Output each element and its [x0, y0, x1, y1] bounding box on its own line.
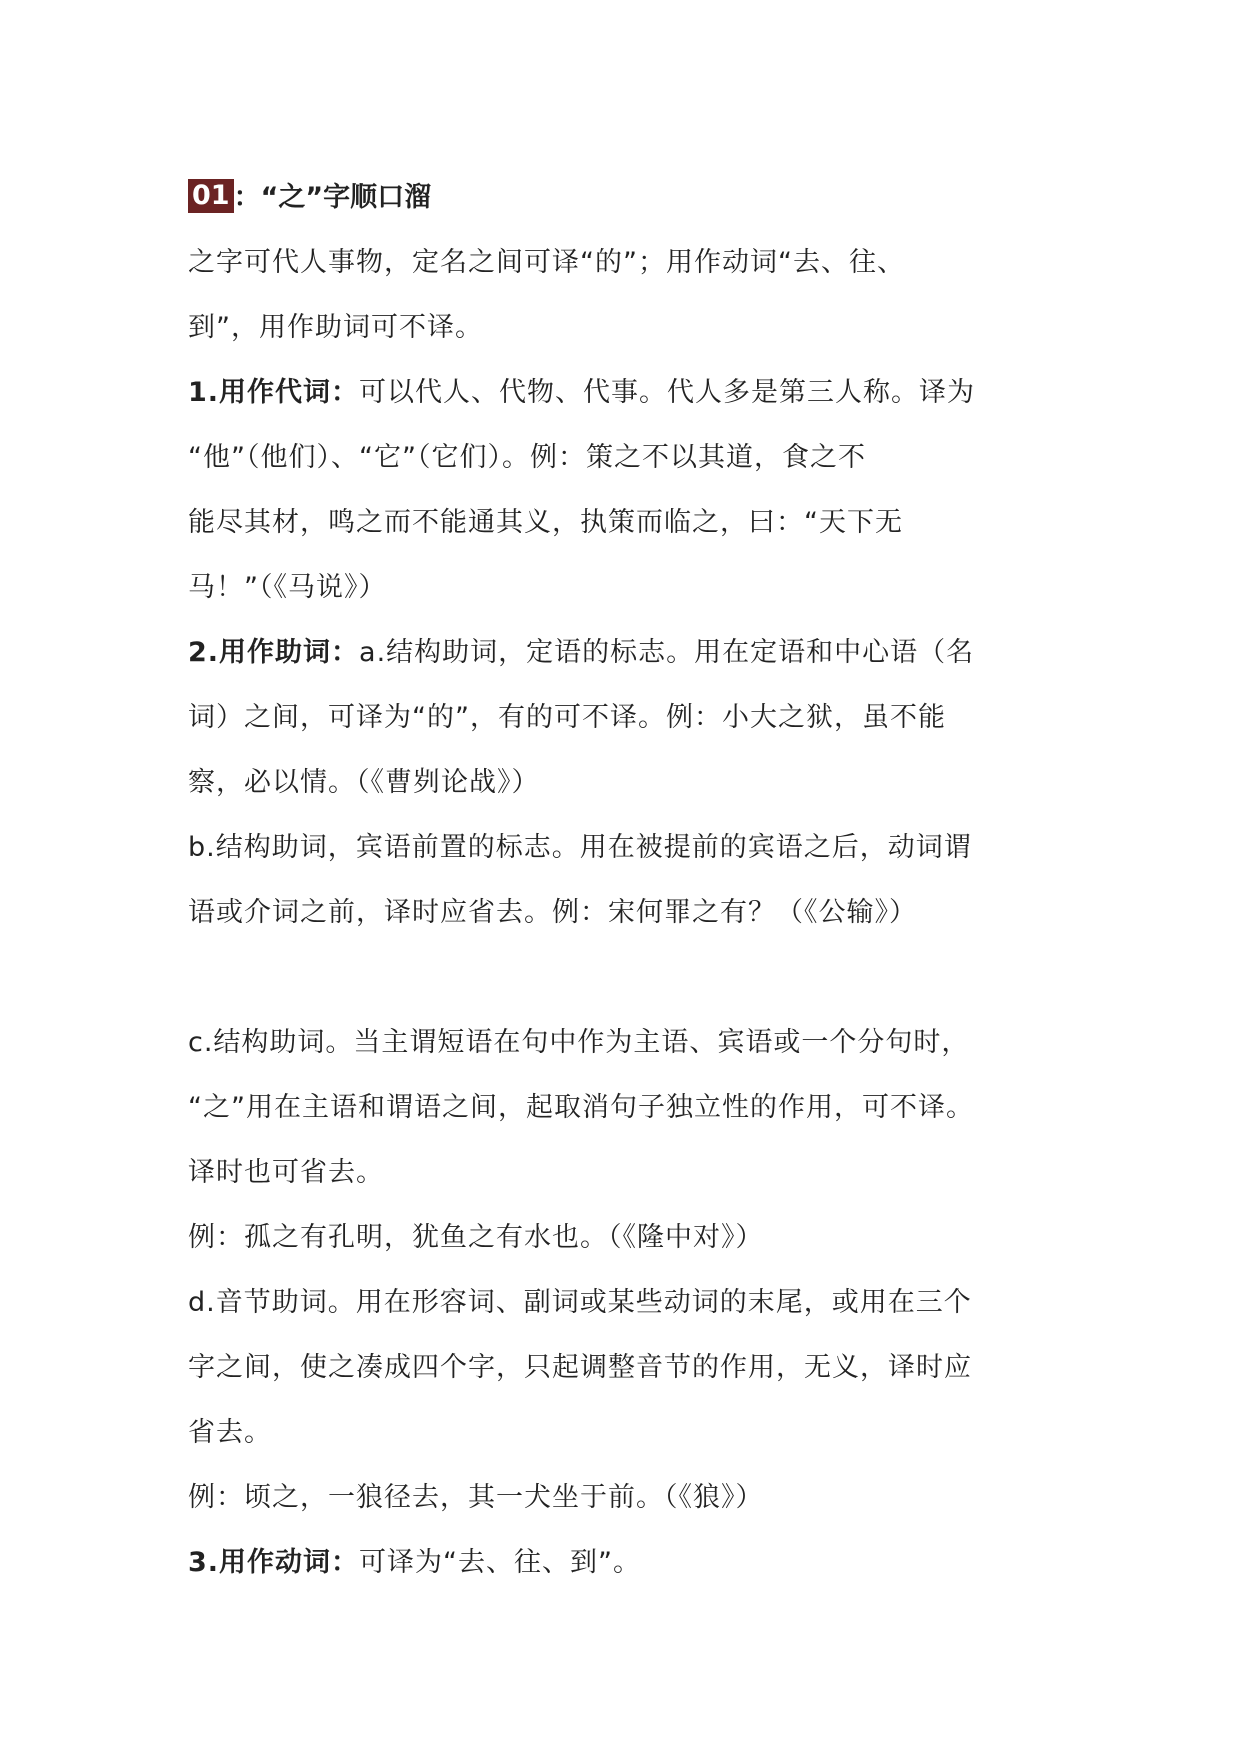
sec2-label: 2.用作助词：: [188, 637, 360, 668]
sec2-c-line: “之”用在主语和谓语之间，起取消句子独立性的作用，可不译。: [188, 1092, 974, 1123]
sec1-text: 可以代人、代物、代事。代人多是第三人称。译为: [359, 377, 976, 408]
sec2-c-line: 译时也可省去。: [188, 1157, 384, 1188]
document-body: [188, 165, 1088, 1595]
sec2-line: [188, 620, 1088, 685]
sec2-a-line: 词）之间，可译为“的”，有的可不译。例：小大之狱，虽不能: [188, 702, 946, 733]
sec2-c-example: 例：孤之有孔明，犹鱼之有水也。（《隆中对》）: [188, 1222, 764, 1253]
sec2-d-line: 字之间，使之凑成四个字，只起调整音节的作用，无义，译时应: [188, 1352, 972, 1383]
sec2-d-line: d.音节助词。用在形容词、副词或某些动词的末尾，或用在三个: [188, 1287, 972, 1318]
paragraph-spacer: [188, 945, 1088, 1010]
sec1-line: 能尽其材，鸣之而不能通其义，执策而临之，曰：“天下无: [188, 507, 903, 538]
sec2-b-line: b.结构助词，宾语前置的标志。用在被提前的宾语之后，动词谓: [188, 832, 972, 863]
section-heading: [188, 165, 1088, 230]
sec3-text: 可译为“去、往、到”。: [359, 1547, 642, 1578]
heading-number-badge: 01: [188, 179, 234, 213]
sec2-a-line: 察，必以情。（《曹刿论战》）: [188, 767, 540, 798]
sec1-line: [188, 360, 1088, 425]
sec2-b-line: 语或介词之前，译时应省去。例：宋何罪之有？（《公输》）: [188, 897, 917, 928]
sec3-label: 3.用作动词：: [188, 1547, 360, 1578]
heading-colon: ：: [233, 182, 261, 213]
sec2-a-text: a.结构助词，定语的标志。用在定语和中心语（名: [359, 637, 975, 668]
sec1-label: 1.用作代词：: [188, 377, 360, 408]
intro-line: 到”，用作助词可不译。: [188, 312, 483, 343]
sec1-line: “他”（他们）、“它”（它们）。例：策之不以其道，食之不: [188, 442, 866, 473]
sec2-d-line: 省去。: [188, 1417, 272, 1448]
sec2-c-line: c.结构助词。当主谓短语在句中作为主语、宾语或一个分句时，: [188, 1027, 970, 1058]
sec2-d-example: 例：顷之，一狼径去，其一犬坐于前。（《狼》）: [188, 1482, 764, 1513]
sec3-line: [188, 1530, 1088, 1595]
intro-line: 之字可代人事物，定名之间可译“的”；用作动词“去、往、: [188, 247, 905, 278]
heading-title: “之”字顺口溜: [260, 182, 432, 213]
sec1-line: 马！”（《马说》）: [188, 572, 387, 603]
